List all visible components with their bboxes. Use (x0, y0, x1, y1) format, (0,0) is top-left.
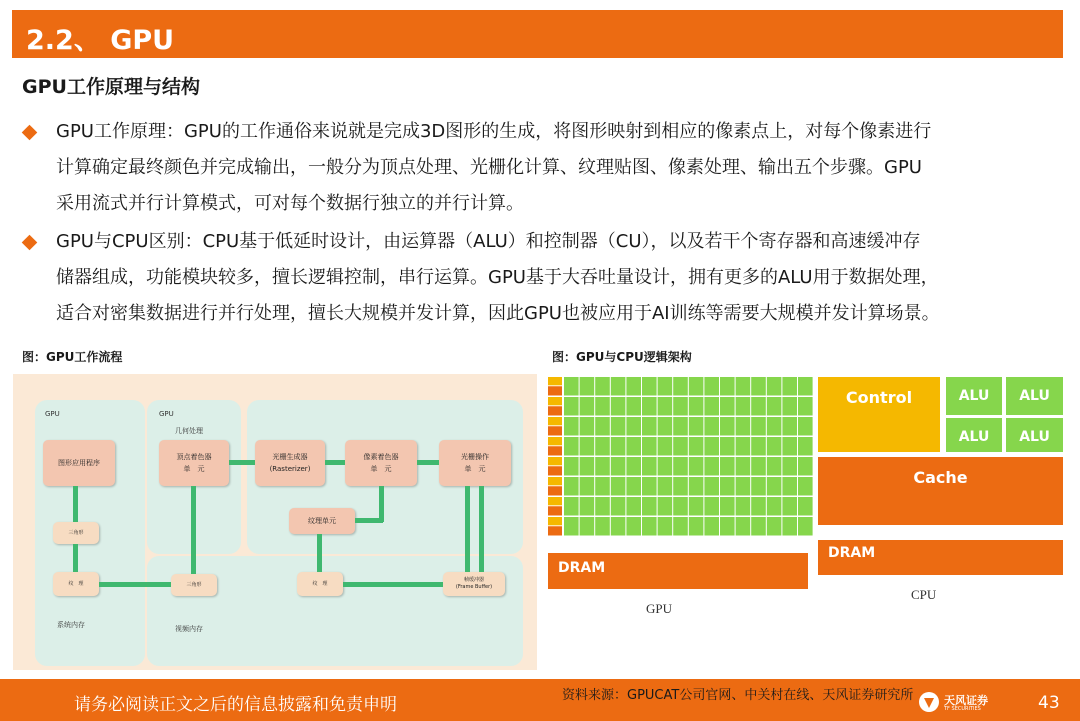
gpu-alu-cell (767, 477, 782, 496)
gpu-alu-cell (704, 397, 719, 416)
gpu-alu-cell (736, 457, 751, 476)
gpu-alu-cell (642, 457, 657, 476)
flow-arrow (343, 582, 443, 587)
section-title: GPU工作原理与结构 (22, 76, 200, 98)
gpu-alu-cell (595, 477, 610, 496)
texture-box (53, 572, 99, 596)
gpu-alu-cell (798, 457, 813, 476)
pixel-shader-box (345, 440, 417, 486)
gpu-alu-cell (564, 397, 579, 416)
gpu-alu-cell (580, 397, 595, 416)
gpu-alu-cell (611, 437, 626, 456)
box-label: 单 元 (370, 465, 392, 473)
bullet-line: GPU工作原理：GPU的工作通俗来说就是完成3D图形的生成，将图形映射到相应的像素点上，对每个像素进行 (56, 121, 932, 142)
bullet-line: 采用流式并行计算模式，可对每个数据行独立的并行计算。 (56, 193, 524, 214)
gpu-alu-cell (673, 397, 688, 416)
bullet-text (56, 224, 940, 332)
gpu-alu-cell (673, 417, 688, 436)
panel-label: 几何处理 (175, 427, 203, 435)
gpu-alu-cell (798, 517, 813, 536)
box-label: 纹理单元 (308, 517, 336, 525)
box-label: 三角形 (186, 581, 202, 588)
logo-name: 天风证券 (944, 694, 988, 707)
gpu-alu-cell (798, 417, 813, 436)
gpu-alu-cell (704, 477, 719, 496)
company-logo (918, 691, 1018, 717)
gpu-alu-cell (720, 397, 735, 416)
gpu-alu-cell (767, 377, 782, 396)
gpu-alu-cell (798, 377, 813, 396)
gpu-alu-cell (580, 477, 595, 496)
bullet-line: 储器组成，功能模块较多，擅长逻辑控制，串行运算。GPU基于大吞吐量设计，拥有更多的ALU用于数据处理， (56, 267, 939, 288)
gpu-alu-cell (626, 477, 641, 496)
cpu-alu: ALU (1006, 418, 1063, 452)
disclaimer: 请务必阅读正文之后的信息披露和免责申明 (74, 695, 397, 715)
triangle-box (53, 522, 99, 544)
gpu-alu-cell (658, 477, 673, 496)
gpu-alu-cell (626, 417, 641, 436)
gpu-alu-cell (751, 457, 766, 476)
gpu-alu-cell (782, 517, 797, 536)
bullet-line: 计算确定最终颜色并完成输出，一般分为顶点处理、光栅化计算、纹理贴图、像素处理、输出五个步骤。GPU (56, 157, 922, 178)
gpu-control-cell (548, 377, 562, 385)
gpu-alu-cell (673, 497, 688, 516)
gpu-control-cell (548, 397, 562, 405)
box-label: (Frame Buffer) (455, 584, 493, 590)
gpu-alu-cell (673, 457, 688, 476)
gpu-alu-cell (782, 437, 797, 456)
gpu-cache-cell (548, 406, 562, 415)
gpu-alu-cell (595, 457, 610, 476)
box-label: 纹 理 (68, 580, 84, 587)
gpu-alu-cell (626, 397, 641, 416)
gpu-control-cell (548, 437, 562, 445)
gpu-alu-cell (642, 437, 657, 456)
frame-buffer-box (443, 572, 505, 596)
gpu-alu-cell (704, 437, 719, 456)
gpu-alu-cell (580, 457, 595, 476)
gpu-alu-cell (626, 437, 641, 456)
figure-caption-right: 图：GPU与CPU逻辑架构 (552, 350, 692, 364)
gpu-alu-cell (736, 477, 751, 496)
gpu-alu-cell (767, 397, 782, 416)
vertex-shader-box (159, 440, 229, 486)
gpu-alu-cell (595, 417, 610, 436)
gpu-alu-cell (564, 377, 579, 396)
gpu-alu-cell (720, 497, 735, 516)
gpu-alu-cell (658, 457, 673, 476)
flow-arrow (229, 460, 255, 465)
cpu-dram: DRAM (818, 540, 1063, 575)
gpu-alu-cell (689, 377, 704, 396)
gpu-alu-cell (782, 497, 797, 516)
diamond-bullet-icon (22, 125, 38, 141)
gpu-control-cell (548, 517, 562, 525)
gpu-alu-cell (689, 477, 704, 496)
logo-sub: TF SECURITIES (944, 706, 981, 712)
gpu-alu-cell (798, 477, 813, 496)
page-number: 43 (1038, 693, 1060, 713)
gpu-alu-cell (751, 417, 766, 436)
box-label: 光栅生成器 (272, 453, 308, 461)
gpu-alu-cell (751, 377, 766, 396)
box-label: 光栅操作 (461, 453, 489, 461)
flow-arrow (465, 486, 470, 572)
gpu-alu-cell (564, 417, 579, 436)
gpu-alu-cell (689, 417, 704, 436)
gpu-alu-cell (626, 457, 641, 476)
gpu-alu-cell (751, 437, 766, 456)
gpu-alu-cell (658, 497, 673, 516)
gpu-alu-cell (595, 517, 610, 536)
gpu-alu-cell (782, 417, 797, 436)
gpu-alu-cell (658, 517, 673, 536)
gpu-alu-cell (720, 477, 735, 496)
gpu-alu-cell (704, 417, 719, 436)
title-bar (12, 10, 1063, 58)
gpu-alu-cell (673, 437, 688, 456)
flow-arrow (99, 582, 171, 587)
gpu-cache-cell (548, 386, 562, 395)
flow-arrow (355, 518, 383, 523)
gpu-alu-cell (658, 377, 673, 396)
box-label: 图形应用程序 (58, 459, 100, 467)
bullet-line: 适合对密集数据进行并行处理，擅长大规模并发计算，因此GPU也被应用于AI训练等需要大规模并发计算场景。 (56, 303, 940, 324)
cpu-alu: ALU (946, 418, 1002, 452)
gpu-alu-cell (626, 377, 641, 396)
gpu-alu-cell (673, 517, 688, 536)
gpu-alu-cell (580, 377, 595, 396)
gpu-alu-cell (564, 457, 579, 476)
gpu-alu-cell (720, 377, 735, 396)
gpu-control-cell (548, 477, 562, 485)
cpu-control: Control (818, 377, 940, 452)
flow-arrow (325, 460, 345, 465)
gpu-alu-cell (564, 497, 579, 516)
gpu-alu-cell (611, 497, 626, 516)
bullet-text (56, 114, 931, 222)
box-label: 三角形 (68, 529, 84, 536)
box-label: 纹 理 (312, 580, 328, 587)
page-title: 2.2、 GPU (26, 25, 175, 56)
gpu-alu-cell (689, 457, 704, 476)
gpu-alu-cell (642, 417, 657, 436)
gpu-cache-cell (548, 426, 562, 435)
gpu-alu-cell (704, 457, 719, 476)
diamond-bullet-icon (22, 235, 38, 251)
flow-arrow (191, 486, 196, 574)
panel-label: GPU (159, 410, 174, 418)
box-label: (Rasterizer) (269, 465, 311, 473)
gpu-alu-cell (564, 437, 579, 456)
gpu-alu-cell (704, 517, 719, 536)
figure-caption-left: 图：GPU工作流程 (22, 350, 123, 364)
flow-arrow (317, 534, 322, 572)
architecture-diagram (546, 377, 1066, 616)
gpu-alu-cell (720, 437, 735, 456)
flow-arrow (479, 486, 484, 572)
gpu-alu-cell (736, 377, 751, 396)
gpu-alu-cell (736, 517, 751, 536)
gpu-cache-cell (548, 486, 562, 495)
gpu-alu-cell (782, 457, 797, 476)
gpu-alu-cell (626, 517, 641, 536)
bullet-line: GPU与CPU区别：CPU基于低延时设计，由运算器（ALU）和控制器（CU），以及若干个寄存器和高速缓冲存 (56, 231, 921, 252)
flow-arrow (379, 486, 384, 522)
gpu-alu-cell (642, 497, 657, 516)
gpu-alu-cell (751, 497, 766, 516)
gpu-alu-cell (736, 397, 751, 416)
gpu-alu-cell (767, 457, 782, 476)
gpu-alu-cell (782, 377, 797, 396)
gpu-alu-cell (642, 397, 657, 416)
gpu-alu-cell (673, 477, 688, 496)
texture-box (297, 572, 343, 596)
gpu-alu-cell (704, 377, 719, 396)
gpu-control-cell (548, 457, 562, 465)
gpu-cache-cell (548, 466, 562, 475)
raster-op-box (439, 440, 511, 486)
gpu-alu-cell (611, 477, 626, 496)
gpu-alu-cell (736, 497, 751, 516)
gpu-alu-cell (720, 457, 735, 476)
gpu-alu-grid (546, 377, 816, 541)
box-label: 帧缓冲器 (463, 577, 484, 583)
gpu-alu-cell (751, 397, 766, 416)
gpu-alu-cell (580, 417, 595, 436)
source-note: 资料来源：GPUCAT公司官网、中关村在线、天风证券研究所 (562, 688, 914, 703)
gpu-control-cell (548, 497, 562, 505)
gpu-alu-cell (767, 417, 782, 436)
flow-arrow (417, 460, 439, 465)
box-label: 单 元 (183, 465, 205, 473)
gpu-alu-cell (595, 497, 610, 516)
cpu-label: CPU (911, 587, 937, 602)
gpu-alu-cell (767, 497, 782, 516)
panel-label: 视频内存 (175, 625, 203, 633)
gpu-alu-cell (580, 497, 595, 516)
gpu-alu-cell (782, 397, 797, 416)
gpu-alu-cell (626, 497, 641, 516)
gpu-alu-cell (658, 397, 673, 416)
gpu-alu-cell (642, 477, 657, 496)
cpu-alu: ALU (946, 377, 1002, 415)
gpu-alu-cell (642, 377, 657, 396)
gpu-cache-cell (548, 446, 562, 455)
gpu-alu-cell (689, 517, 704, 536)
gpu-cache-cell (548, 526, 562, 535)
gpu-alu-cell (611, 397, 626, 416)
box-label: 像素着色器 (363, 453, 399, 461)
gpu-alu-cell (611, 517, 626, 536)
gpu-control-cell (548, 417, 562, 425)
gpu-alu-cell (642, 517, 657, 536)
triangle-box (171, 574, 217, 596)
gpu-alu-cell (798, 397, 813, 416)
gpu-alu-cell (736, 417, 751, 436)
logo-icon (918, 691, 940, 713)
cpu-alu: ALU (1006, 377, 1063, 415)
texture-unit-box (289, 508, 355, 534)
gpu-alu-cell (564, 477, 579, 496)
gpu-alu-cell (736, 437, 751, 456)
gpu-alu-cell (720, 517, 735, 536)
gpu-cache-cell (548, 506, 562, 515)
gpu-alu-cell (704, 497, 719, 516)
gpu-workflow-diagram (13, 374, 537, 670)
gpu-alu-cell (689, 497, 704, 516)
panel-label: GPU (45, 410, 60, 418)
flow-arrow (73, 544, 78, 572)
gpu-alu-cell (595, 377, 610, 396)
rasterizer-box (255, 440, 325, 486)
gpu-alu-cell (767, 517, 782, 536)
gpu-alu-cell (595, 397, 610, 416)
gpu-label: GPU (646, 601, 673, 616)
gpu-alu-cell (767, 437, 782, 456)
panel-label: 系统内存 (57, 621, 85, 629)
box-label: 顶点着色器 (176, 453, 212, 461)
gpu-alu-cell (673, 377, 688, 396)
gpu-alu-cell (611, 377, 626, 396)
flow-arrow (73, 486, 78, 522)
gpu-alu-cell (658, 437, 673, 456)
gpu-alu-cell (611, 457, 626, 476)
gpu-alu-cell (580, 437, 595, 456)
gpu-alu-cell (564, 517, 579, 536)
gpu-alu-cell (689, 397, 704, 416)
gpu-alu-cell (751, 477, 766, 496)
gpu-alu-cell (798, 437, 813, 456)
gpu-dram: DRAM (548, 553, 808, 589)
app-box (43, 440, 115, 486)
gpu-alu-cell (580, 517, 595, 536)
gpu-alu-cell (595, 437, 610, 456)
box-label: 单 元 (464, 465, 486, 473)
gpu-alu-cell (689, 437, 704, 456)
gpu-alu-cell (720, 417, 735, 436)
gpu-alu-cell (658, 417, 673, 436)
gpu-alu-cell (798, 497, 813, 516)
cpu-cache: Cache (818, 457, 1063, 525)
gpu-alu-cell (782, 477, 797, 496)
gpu-alu-cell (611, 417, 626, 436)
gpu-alu-cell (751, 517, 766, 536)
